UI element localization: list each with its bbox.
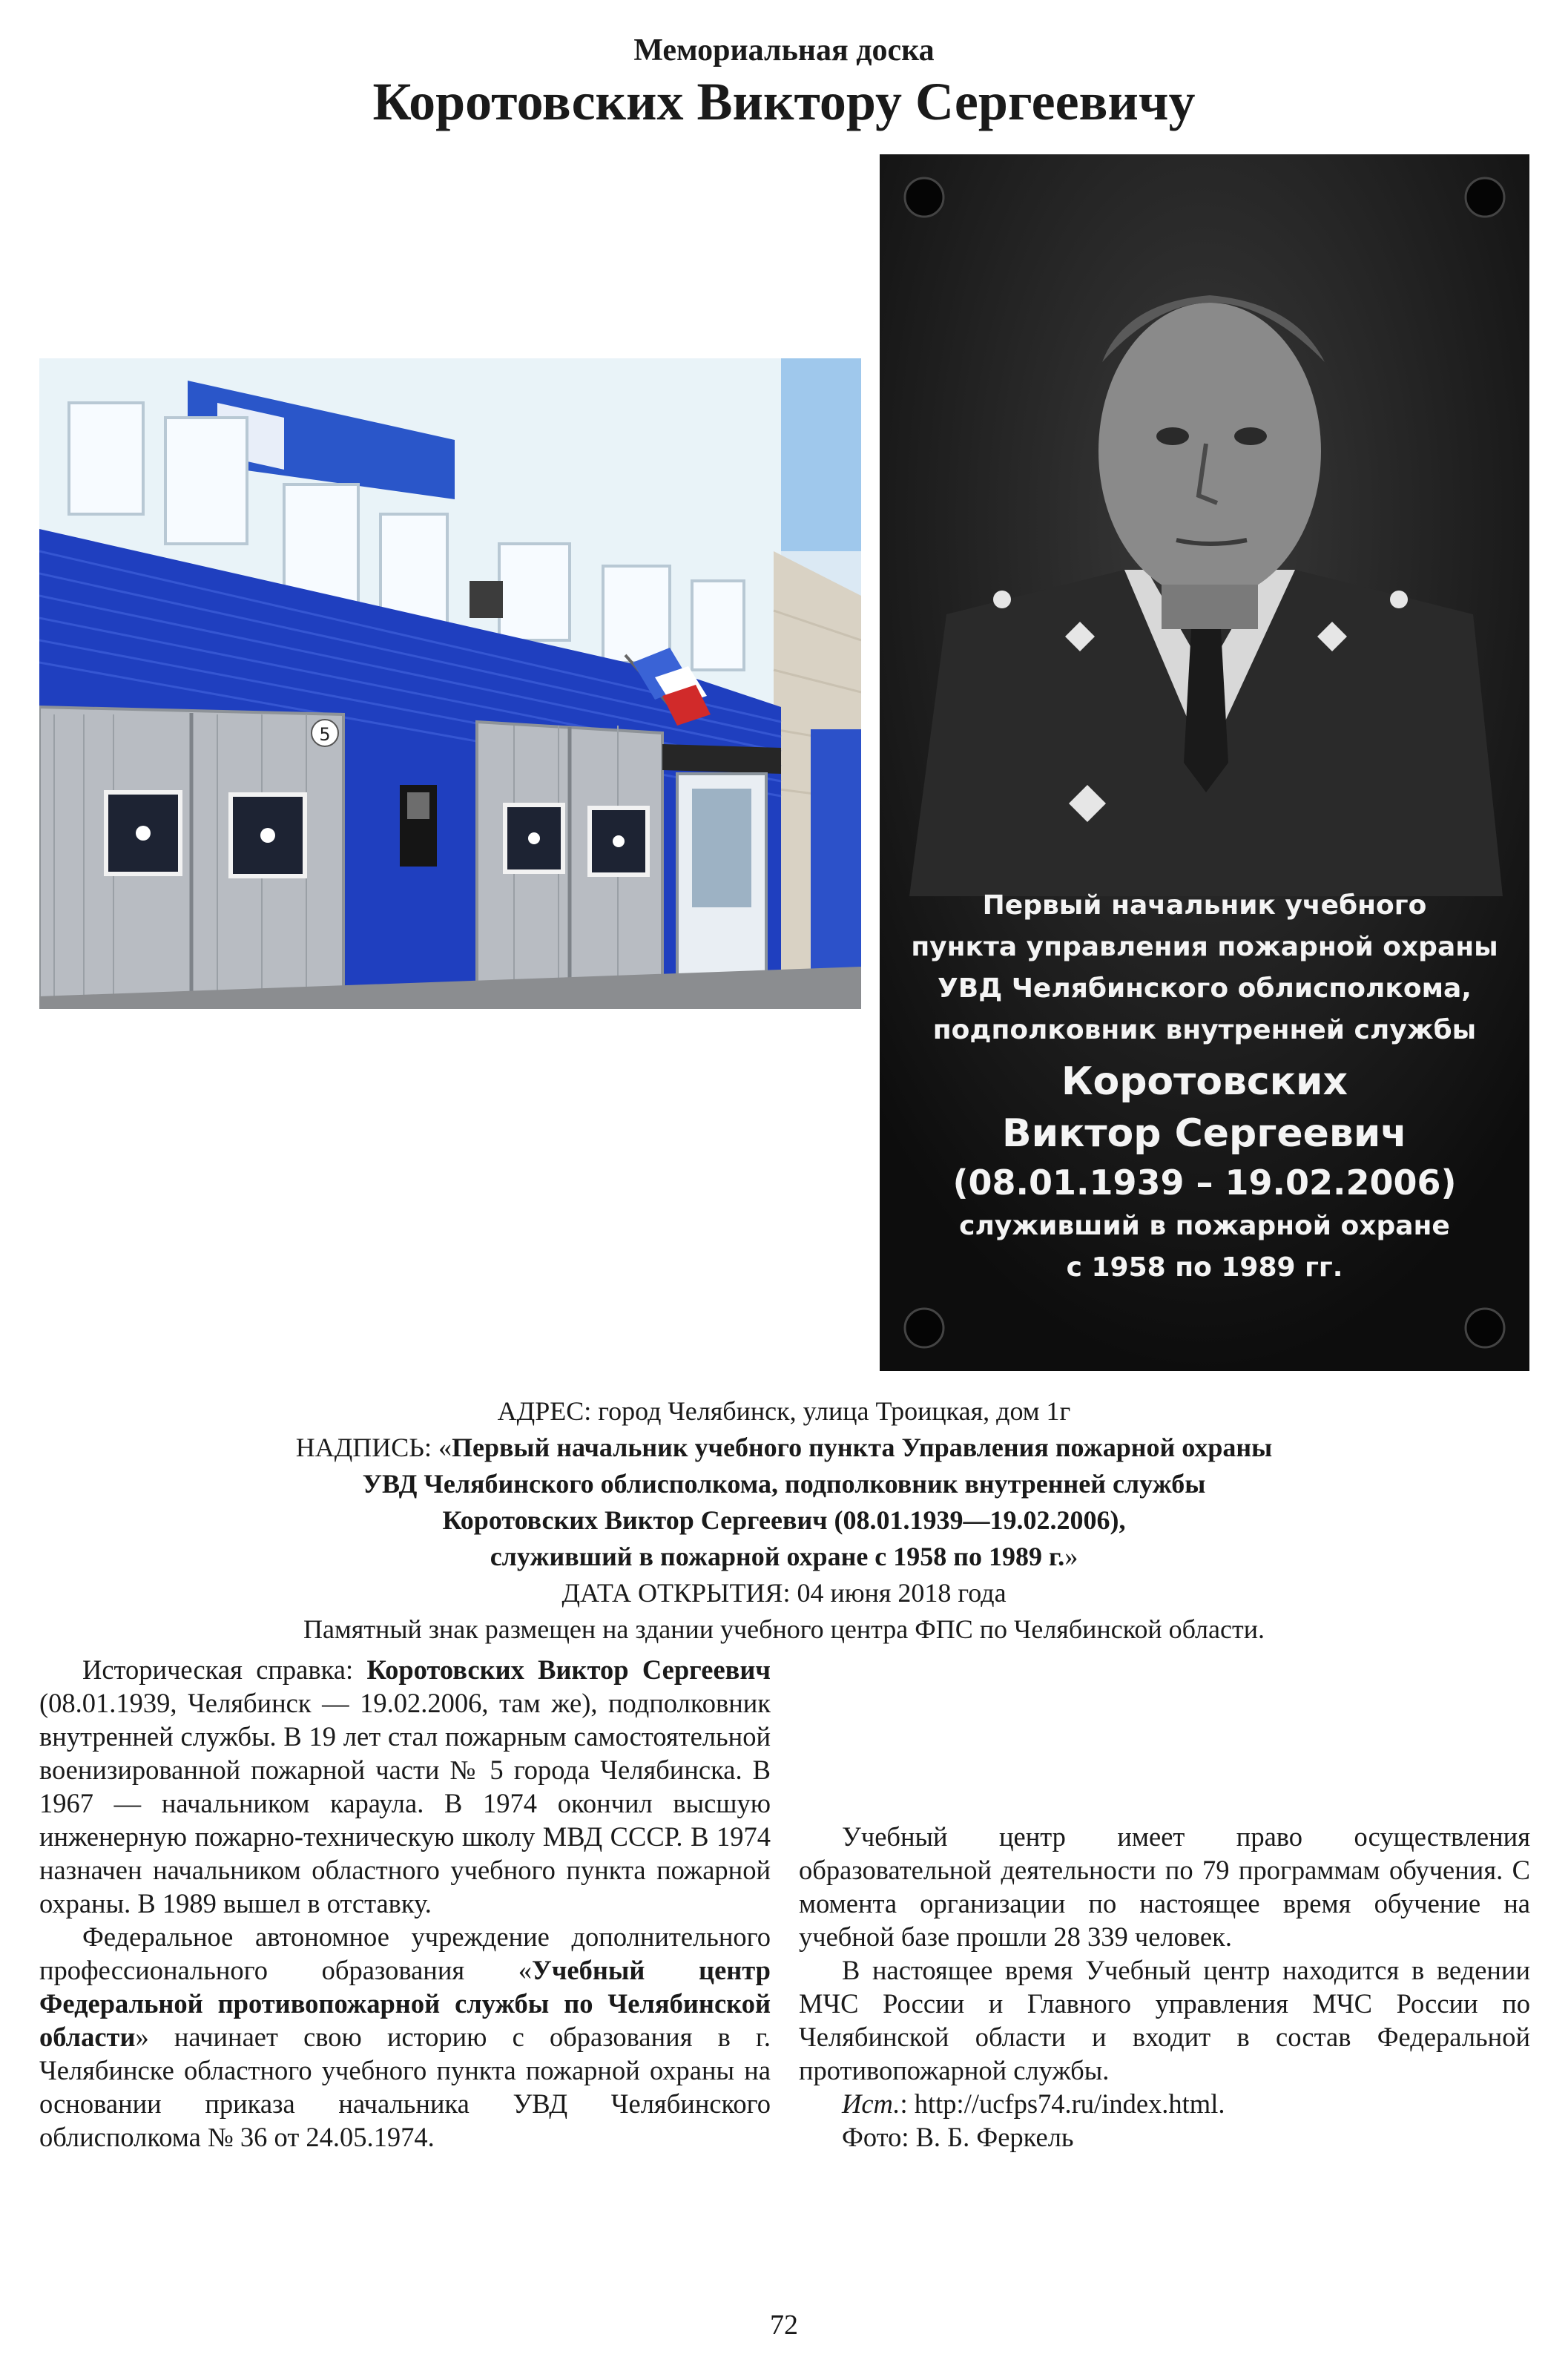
plaque-inscription xyxy=(880,885,1529,1289)
source-line xyxy=(799,2087,1530,2120)
org-text: » начинает свою историю с образования в г. Челябинске областного учебного пункта пожарной охраны на основании приказа начальника УВД Челябинского облисполкома № 36 от 24.05.1974. xyxy=(39,2022,771,2152)
paragraph-programs: Учебный центр имеет право осуществления образовательной деятельности по 79 программам обучения. С момента организации по настоящее время обучение на учебной базе прошли 28 339 человек. xyxy=(799,1821,1530,1952)
plaque-name: Виктор Сергеевич xyxy=(1002,1111,1407,1156)
memorial-caption xyxy=(45,1393,1523,1648)
plaque-line-1: Первый начальник учебного xyxy=(982,890,1427,921)
inscription-line-3 xyxy=(45,1502,1523,1539)
org-name: Учебный центр Федеральной противопожарной службы по Челябинской области xyxy=(39,1955,771,2052)
source-url: : http://ucfps74.ru/index.html. xyxy=(900,2088,1225,2119)
inscription-text-2: УВД Челябинского облисполкома, подполковник внутренней службы xyxy=(362,1469,1206,1499)
opening-date: ДАТА ОТКРЫТИЯ: 04 июня 2018 года xyxy=(561,1578,1007,1608)
building-illustration xyxy=(39,358,861,1009)
inscription-line-2 xyxy=(45,1466,1523,1502)
inscription-text-1: Первый начальник учебного пункта Управления пожарной охраны xyxy=(451,1433,1273,1462)
door-number: 5 xyxy=(319,724,331,745)
inscription-line-1 xyxy=(45,1430,1523,1466)
plaque-line-6: с 1958 по 1989 гг. xyxy=(1066,1252,1343,1283)
plaque-line-2: пункта управления пожарной охраны xyxy=(911,932,1498,962)
history-label: Историческая справка: xyxy=(82,1654,367,1685)
building-photo xyxy=(39,358,861,1009)
org-intro: Федеральное автономное учреждение дополнительного профессионального образования « xyxy=(39,1921,771,1985)
memorial-note: Памятный знак размещен на здании учебного центра ФПС по Челябинской области. xyxy=(303,1614,1265,1644)
inscription-line-4 xyxy=(45,1539,1523,1575)
paragraph-ministry: В настоящее время Учебный центр находится в ведении МЧС России и Главного управления МЧС России по Челябинской области и входит в состав Федеральной противопожарной службы. xyxy=(799,1955,1530,2085)
page-number: 72 xyxy=(770,2309,798,2341)
inscription-label: НАДПИСЬ: « xyxy=(295,1433,452,1462)
paragraph-history xyxy=(39,1653,771,1920)
inscription-text-4: служивший в пожарной охране с 1958 по 1989 г. xyxy=(490,1542,1065,1571)
body-column-right xyxy=(799,1653,1530,2154)
page-title: Коротовских Виктору Сергеевичу xyxy=(372,72,1196,131)
body-column-left xyxy=(39,1653,771,2154)
history-text: (08.01.1939, Челябинск — 19.02.2006, там же), подполковник внутренней службы. В 19 лет стал пожарным самостоятельной военизированной пожарной части № 5 города Челябинска. В 1967 — начальником караула. В 1974 окончил высшую инженерную пожарно-техническую школу МВД СССР. В 1974 назначен начальником областного учебного пункта пожарной охраны. В 1989 вышел в отставку. xyxy=(39,1688,771,1919)
inscription-text-3: Коротовских Виктор Сергеевич (08.01.1939—19.02.2006), xyxy=(442,1505,1126,1535)
heading-subtitle: Мемориальная доска xyxy=(633,33,935,68)
plaque-line-5: служивший в пожарной охране xyxy=(959,1211,1450,1241)
person-name: Коротовских Виктор Сергеевич xyxy=(366,1654,771,1685)
plaque-line-4: подполковник внутренней службы xyxy=(932,1015,1477,1045)
address-line: АДРЕС: город Челябинск, улица Троицкая, дом 1г xyxy=(497,1396,1071,1426)
paragraph-org xyxy=(39,1920,771,2154)
inscription-close: » xyxy=(1064,1542,1078,1571)
memorial-plaque xyxy=(880,154,1529,1371)
plaque-dates: (08.01.1939 – 19.02.2006) xyxy=(952,1163,1457,1203)
plaque-line-3: УВД Челябинского облисполкома, xyxy=(938,973,1472,1004)
source-label: Ист. xyxy=(842,2088,900,2119)
plaque-surname: Коротовских xyxy=(1061,1059,1348,1104)
photo-credit: Фото: В. Б. Феркель xyxy=(842,2122,1074,2152)
